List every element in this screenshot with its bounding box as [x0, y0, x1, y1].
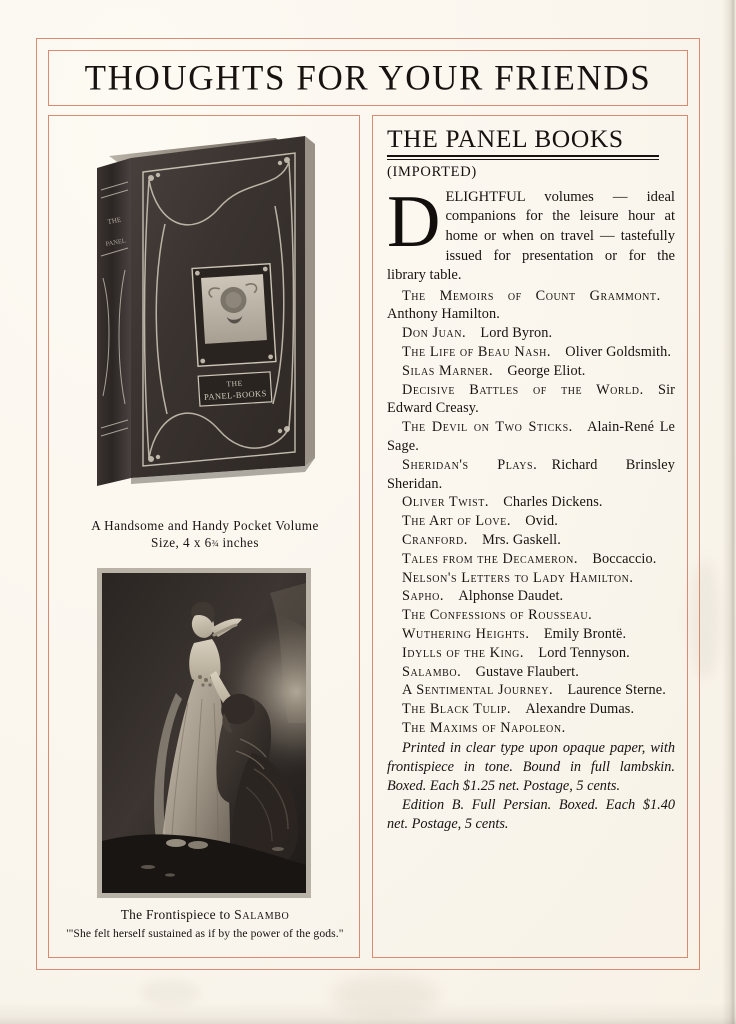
book-list-item [387, 512, 675, 531]
imported-subtitle: (IMPORTED) [387, 163, 477, 180]
book-list-item [387, 493, 675, 512]
book-author: Boccaccio. [592, 550, 657, 567]
book-list-item [387, 343, 675, 362]
book-list-item [387, 531, 675, 550]
book-list-item [387, 606, 675, 625]
headline-band [48, 50, 688, 106]
title-rule-thick [387, 155, 659, 158]
book-title: Nelson's Letters to Lady Hamilton. [402, 569, 634, 586]
book-title: The Art of Love. [402, 513, 511, 530]
book-list-item [387, 569, 675, 588]
paper-bottom-edge [0, 1002, 736, 1024]
book-title: The Confessions of Rousseau. [402, 607, 593, 624]
svg-text:PANEL: PANEL [105, 237, 127, 248]
svg-text:PANEL-BOOKS: PANEL-BOOKS [203, 388, 267, 402]
book-author: George Eliot. [507, 362, 586, 379]
book-list-item [387, 644, 675, 663]
book-author: Alphonse Daudet. [458, 588, 564, 605]
frontispiece-image [97, 568, 311, 898]
panel-books-title: THE PANEL BOOKS [387, 124, 624, 153]
paper-right-edge [722, 0, 736, 1024]
book-list-item [387, 663, 675, 682]
book-list-item [387, 719, 675, 738]
intro-paragraph [387, 180, 675, 286]
book-caption-line-2 [55, 535, 355, 552]
book-title: Tales from the Decameron. [402, 550, 579, 567]
book-title: Silas Marner. [402, 362, 494, 379]
frontispiece-caption-title [55, 906, 355, 924]
book-author: Charles Dickens. [503, 494, 603, 511]
book-title: Don Juan. [402, 325, 467, 342]
pricing-paragraph-1: Printed in clear type upon opaque paper, with frontispiece in tone. Bound in full lambskin. Boxed. Each $1.25 net. Postage, 5 cents. [387, 739, 675, 794]
book-title: Decisive Battles of the World. [402, 381, 644, 398]
book-author: Oliver Goldsmith. [565, 344, 672, 361]
book-caption-block [55, 518, 355, 552]
left-illustration-panel [48, 115, 360, 958]
paper-blemish [140, 980, 200, 1006]
book-title: Oliver Twist. [402, 494, 489, 511]
book-author: Alexandre Dumas. [525, 701, 635, 718]
book-list-item [387, 287, 675, 325]
book-title: Sapho. [402, 588, 445, 605]
book-list-item [387, 550, 675, 569]
book-size-suffix: inches [218, 534, 259, 550]
book-author: Emily Brontë. [543, 625, 627, 642]
frontispiece-caption-block [55, 906, 355, 941]
intro-text: ELIGHTFUL volumes — ideal companions for the leisure hour at home or when on travel — tastefully issued for presentation or for the library table. [387, 188, 675, 284]
book-title: The Black Tulip. [402, 701, 512, 718]
book-author: Gustave Flaubert. [475, 663, 579, 680]
book-list-item [387, 625, 675, 644]
paper-blemish [330, 975, 440, 1015]
panel-book-cover-image [79, 128, 329, 508]
book-author: Sir Edward Creasy. [387, 381, 675, 417]
svg-text:THE: THE [226, 378, 244, 389]
book-author: Alain-René Le Sage. [387, 419, 675, 454]
book-author: Lord Byron. [480, 325, 553, 342]
book-author: Lord Tennyson. [538, 644, 630, 661]
book-list-item [387, 700, 675, 719]
book-title: A Sentimental Journey. [402, 682, 554, 699]
book-caption-line-1: A Handsome and Handy Pocket Volume [91, 518, 319, 533]
book-title: The Memoirs of Count Grammont. [402, 287, 661, 304]
book-list-item [387, 587, 675, 606]
book-list-item [387, 418, 675, 456]
book-size-fraction: ¾ [211, 539, 219, 550]
book-title: Idylls of the King. [402, 644, 525, 661]
book-author: Ovid. [525, 513, 558, 530]
book-title: The Devil on Two Sticks. [402, 419, 573, 436]
svg-text:THE: THE [106, 215, 122, 226]
frontispiece-caption-quote: '"She felt herself sustained as if by the power of the gods." [66, 926, 344, 940]
book-size-prefix: Size, 4 x 6 [151, 534, 212, 550]
page-title: THOUGHTS FOR YOUR FRIENDS [84, 57, 652, 98]
book-list-item [387, 362, 675, 381]
book-title: Wuthering Heights. [402, 625, 530, 642]
book-list-item [387, 381, 675, 419]
book-title: Cranford. [402, 531, 468, 548]
book-author: Richard Brinsley Sheridan. [387, 456, 675, 492]
book-author: Mrs. Gaskell. [482, 531, 561, 548]
pricing-block [387, 739, 675, 834]
pricing-paragraph-2: Edition B. Full Persian. Boxed. Each $1.40 net. Postage, 5 cents. [387, 796, 675, 832]
frontispiece-caption-booktitle: Salambo [234, 907, 290, 922]
book-title: The Life of Beau Nash. [402, 344, 551, 361]
book-list-item [387, 456, 675, 494]
title-rule-thin [387, 159, 659, 160]
book-title: Sheridan's Plays. [402, 456, 538, 473]
book-author: Laurence Sterne. [567, 682, 666, 699]
book-list-item [387, 324, 675, 343]
book-author: Anthony Hamilton. [387, 306, 500, 323]
book-title: Salambo. [402, 663, 462, 680]
right-text-panel [372, 115, 688, 958]
drop-cap-letter: D [387, 180, 441, 263]
book-title: The Maxims of Napoleon. [402, 719, 566, 736]
book-list [387, 287, 675, 738]
book-list-item [387, 681, 675, 700]
frontispiece-caption-prefix: The Frontispiece to [120, 907, 235, 922]
